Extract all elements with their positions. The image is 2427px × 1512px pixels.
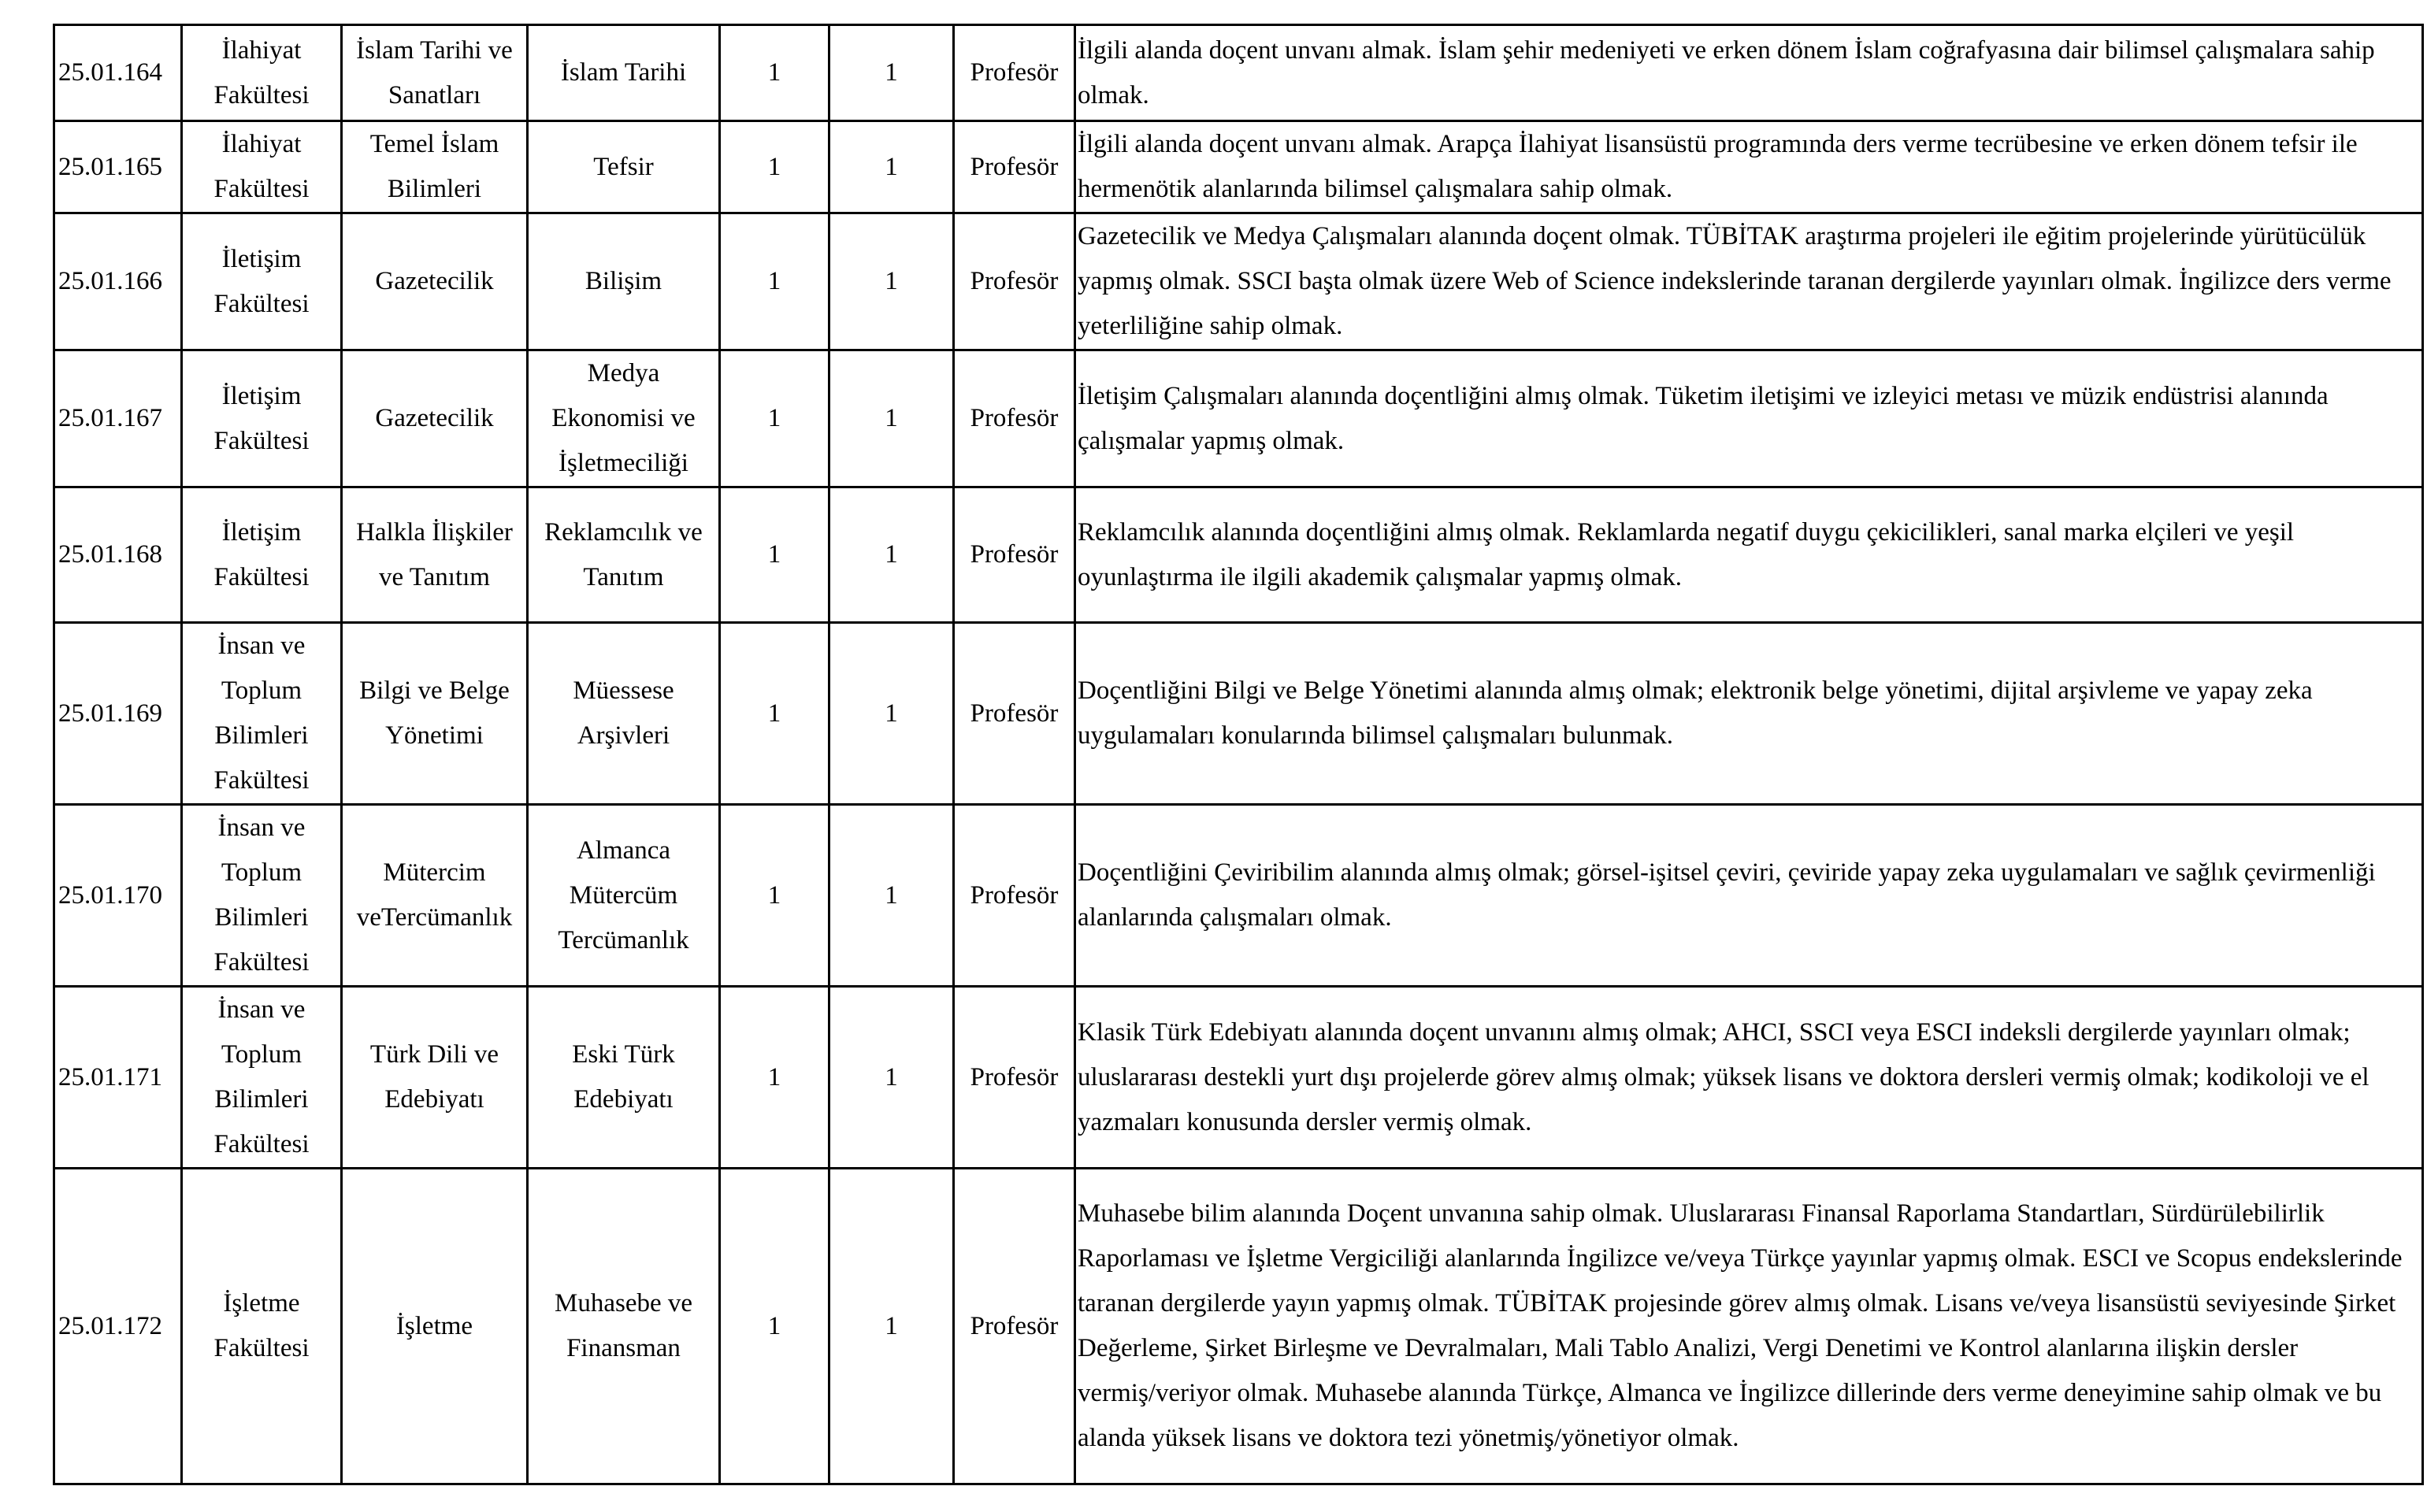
table-row: [54, 487, 2423, 623]
field-cell: Eski Türk Edebiyatı: [528, 987, 720, 1169]
position-code-cell: 25.01.171: [54, 987, 182, 1169]
position-code-cell: 25.01.169: [54, 623, 182, 805]
requirements-cell: İlgili alanda doçent unvanı almak. Arapça İlahiyat lisansüstü programında ders verme tecrübesine ve erken dönem tefsir ile hermenötik alanlarında bilimsel çalışmalara sahip olmak.: [1075, 121, 2423, 213]
department-cell: Gazetecilik: [342, 213, 528, 350]
requirements-cell: Doçentliğini Çeviribilim alanında almış olmak; görsel-işitsel çeviri, çeviride yapay zeka uygulamaları ve sağlık çevirmenliği alanlarında çalışmaları olmak.: [1075, 805, 2423, 987]
count-b-cell: 1: [829, 121, 954, 213]
academic-title-cell: Profesör: [954, 213, 1075, 350]
requirements-cell: Muhasebe bilim alanında Doçent unvanına sahip olmak. Uluslararası Finansal Raporlama Standartları, Sürdürülebilirlik Raporlaması ve İşletme Vergiciliği alanlarında İngilizce ve/veya Türkçe yayınlar yapmış olmak. ESCI ve Scopus endekslerinde taranan dergilerde yayın yapmış olmak. TÜBİTAK projesinde görev almış olmak. Lisans ve/veya lisansüstü seviyesinde Şirket Değerleme, Şirket Birleşme ve Devralmaları, Mali Tablo Analizi, Vergi Denetimi ve Kontrol alanlarına ilişkin dersler vermiş/veriyor olmak. Muhasebe alanında Türkçe, Almanca ve İngilizce dillerinde ders verme deneyimine sahip olmak ve bu alanda yüksek lisans ve doktora tezi yönetmiş/yönetiyor olmak.: [1075, 1169, 2423, 1484]
count-a-cell: 1: [720, 623, 829, 805]
requirements-cell: İletişim Çalışmaları alanında doçentliğini almış olmak. Tüketim iletişimi ve izleyici metası ve müzik endüstrisi alanında çalışmalar yapmış olmak.: [1075, 350, 2423, 487]
field-cell: Medya Ekonomisi ve İşletmeciliği: [528, 350, 720, 487]
count-b-cell: 1: [829, 1169, 954, 1484]
department-cell: İşletme: [342, 1169, 528, 1484]
count-b-cell: 1: [829, 623, 954, 805]
faculty-cell: İnsan ve Toplum Bilimleri Fakültesi: [182, 987, 342, 1169]
count-a-cell: 1: [720, 805, 829, 987]
count-a-cell: 1: [720, 1169, 829, 1484]
position-code-cell: 25.01.165: [54, 121, 182, 213]
position-code-cell: 25.01.167: [54, 350, 182, 487]
count-a-cell: 1: [720, 487, 829, 623]
field-cell: Almanca Mütercüm Tercümanlık: [528, 805, 720, 987]
requirements-cell: Reklamcılık alanında doçentliğini almış olmak. Reklamlarda negatif duygu çekicilikleri, sanal marka elçileri ve yeşil oyunlaştırma ile ilgili akademik çalışmalar yapmış olmak.: [1075, 487, 2423, 623]
count-a-cell: 1: [720, 121, 829, 213]
department-cell: Temel İslam Bilimleri: [342, 121, 528, 213]
position-code-cell: 25.01.170: [54, 805, 182, 987]
table-row: [54, 213, 2423, 350]
count-a-cell: 1: [720, 25, 829, 121]
count-b-cell: 1: [829, 25, 954, 121]
table-row: [54, 623, 2423, 805]
department-cell: Türk Dili ve Edebiyatı: [342, 987, 528, 1169]
count-b-cell: 1: [829, 350, 954, 487]
faculty-cell: İletişim Fakültesi: [182, 487, 342, 623]
field-cell: İslam Tarihi: [528, 25, 720, 121]
field-cell: Reklamcılık ve Tanıtım: [528, 487, 720, 623]
table-row: [54, 25, 2423, 121]
table-row: [54, 1169, 2423, 1484]
department-cell: Bilgi ve Belge Yönetimi: [342, 623, 528, 805]
count-b-cell: 1: [829, 213, 954, 350]
academic-title-cell: Profesör: [954, 350, 1075, 487]
faculty-cell: İşletme Fakültesi: [182, 1169, 342, 1484]
table-row: [54, 350, 2423, 487]
academic-title-cell: Profesör: [954, 1169, 1075, 1484]
academic-title-cell: Profesör: [954, 25, 1075, 121]
table-row: [54, 805, 2423, 987]
academic-title-cell: Profesör: [954, 121, 1075, 213]
academic-title-cell: Profesör: [954, 987, 1075, 1169]
count-a-cell: 1: [720, 987, 829, 1169]
faculty-cell: İlahiyat Fakültesi: [182, 121, 342, 213]
faculty-cell: İlahiyat Fakültesi: [182, 25, 342, 121]
positions-table: [53, 24, 2424, 1485]
position-code-cell: 25.01.172: [54, 1169, 182, 1484]
academic-title-cell: Profesör: [954, 805, 1075, 987]
faculty-cell: İletişim Fakültesi: [182, 213, 342, 350]
count-a-cell: 1: [720, 213, 829, 350]
faculty-cell: İnsan ve Toplum Bilimleri Fakültesi: [182, 805, 342, 987]
field-cell: Tefsir: [528, 121, 720, 213]
position-code-cell: 25.01.168: [54, 487, 182, 623]
faculty-cell: İletişim Fakültesi: [182, 350, 342, 487]
count-b-cell: 1: [829, 987, 954, 1169]
requirements-cell: Doçentliğini Bilgi ve Belge Yönetimi alanında almış olmak; elektronik belge yönetimi, dijital arşivleme ve yapay zeka uygulamaları konularında bilimsel çalışmaları bulunmak.: [1075, 623, 2423, 805]
table-row: [54, 987, 2423, 1169]
position-code-cell: 25.01.166: [54, 213, 182, 350]
field-cell: Bilişim: [528, 213, 720, 350]
academic-title-cell: Profesör: [954, 623, 1075, 805]
requirements-cell: Gazetecilik ve Medya Çalışmaları alanında doçent olmak. TÜBİTAK araştırma projeleri ile eğitim projelerinde yürütücülük yapmış olmak. SSCI başta olmak üzere Web of Science indekslerinde taranan dergilerde yayınları olmak. İngilizce ders verme yeterliliğine sahip olmak.: [1075, 213, 2423, 350]
position-code-cell: 25.01.164: [54, 25, 182, 121]
requirements-cell: İlgili alanda doçent unvanı almak. İslam şehir medeniyeti ve erken dönem İslam coğrafyasına dair bilimsel çalışmalara sahip olmak.: [1075, 25, 2423, 121]
count-a-cell: 1: [720, 350, 829, 487]
department-cell: Mütercim veTercümanlık: [342, 805, 528, 987]
field-cell: Muhasebe ve Finansman: [528, 1169, 720, 1484]
requirements-cell: Klasik Türk Edebiyatı alanında doçent unvanını almış olmak; AHCI, SSCI veya ESCI indeksli dergilerde yayınları olmak; uluslararası destekli yurt dışı projelerde görev almış olmak; yüksek lisans ve doktora dersleri vermiş olmak; kodikoloji ve el yazmaları konusunda dersler vermiş olmak.: [1075, 987, 2423, 1169]
department-cell: Halkla İlişkiler ve Tanıtım: [342, 487, 528, 623]
department-cell: Gazetecilik: [342, 350, 528, 487]
academic-title-cell: Profesör: [954, 487, 1075, 623]
count-b-cell: 1: [829, 487, 954, 623]
field-cell: Müessese Arşivleri: [528, 623, 720, 805]
count-b-cell: 1: [829, 805, 954, 987]
table-row: [54, 121, 2423, 213]
department-cell: İslam Tarihi ve Sanatları: [342, 25, 528, 121]
faculty-cell: İnsan ve Toplum Bilimleri Fakültesi: [182, 623, 342, 805]
